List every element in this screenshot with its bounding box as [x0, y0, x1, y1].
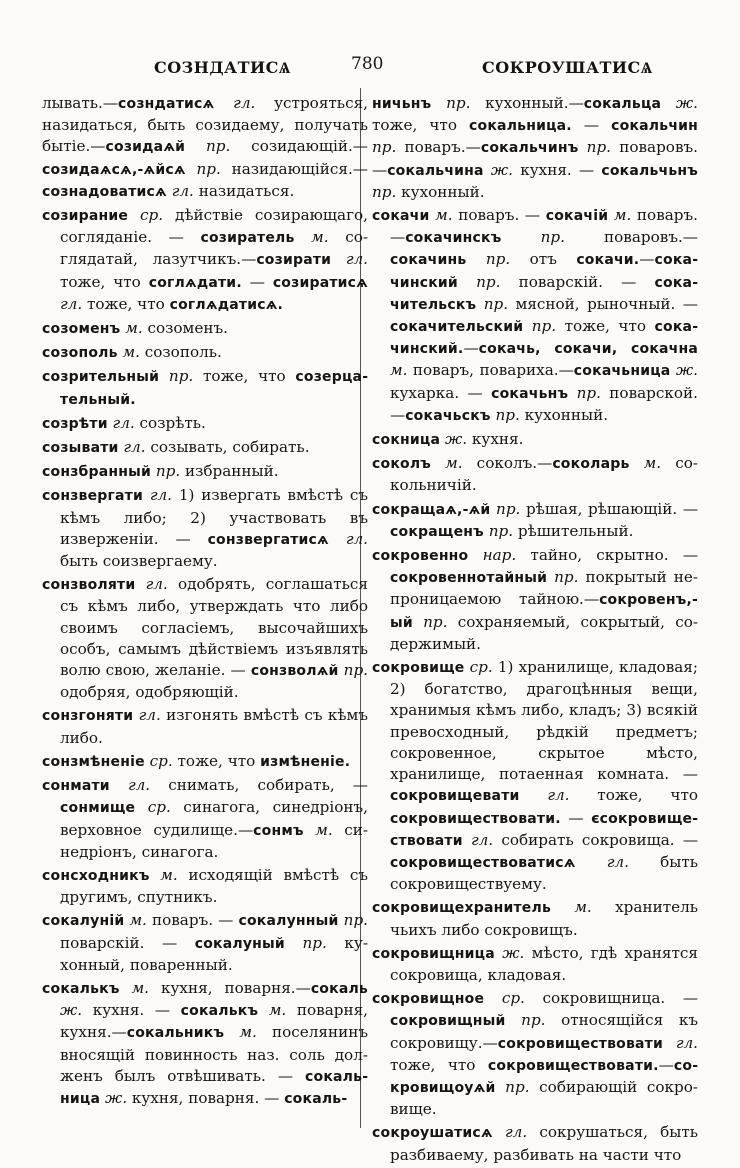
dictionary-entry: сонзмѣненіе ср. тоже, что измѣненіе.: [42, 751, 351, 770]
dictionary-entry: созрѣти гл. созрѣть.: [42, 413, 206, 432]
dictionary-entry: созывати гл. созывать, собирать.: [42, 438, 310, 457]
dictionary-entry: сокровище ср. 1) хранилище, кладовая; 2) богатство, драгоцѣнныя вещи, хранимыя кѣмъ либо, кладъ; 3) всякій превосходный, рѣдкій предметъ; сокровенное, скрытое мѣсто, хранилище, потаенная комната. — сокровищевати гл. тоже, что сокровиществовати. — єсокровиществовати гл. собирать сокровища. — сокровиществоватисѧ гл. быть сокровиществуему.: [372, 658, 699, 894]
dictionary-entry: сонмати гл. снимать, собирать, — сонмище ср. синагога, синедріонъ, верховное судилище.—сонмъ м. синедріонъ, синагога.: [42, 776, 368, 861]
dictionary-entry: сонзбранный пр. избранный.: [42, 462, 279, 481]
dictionary-entry: соколъ м. соколъ.—соколарь м. сокольничій.: [372, 454, 698, 495]
dictionary-entry: сокращаѧ,-ѧй пр. рѣшая, рѣшающій. —сокращенъ пр. рѣшительный.: [372, 499, 699, 540]
dictionary-entry: сокровищница ж. мѣсто, гдѣ хранятся сокровища, кладовая.: [372, 943, 698, 984]
dictionary-entry: созирание ср. дѣйствіе созирающаго, согляданіе. — созиратель м. соглядатай, лазутчикъ.—созирати гл. тоже, что соглѧдати. — созиратисѧ гл. тоже, что соглѧдатисѧ.: [42, 206, 369, 313]
dictionary-entry: сонзгоняти гл. изгонять вмѣстѣ съ кѣмъ либо.: [42, 706, 368, 747]
dictionary-entry: созополь м. созополь.: [42, 343, 222, 362]
right-column: [372, 93, 698, 1168]
dictionary-entry: созрительный пр. тоже, что созерцательный.: [42, 367, 369, 408]
dictionary-entry: ничьнъ пр. кухонный.—сокальца ж. тоже, что сокальница. — сокальчин пр. поваръ.—сокальчинъ пр. поваровъ.—сокальчина ж. кухня. — сокальчьнъ пр. кухонный.: [372, 94, 699, 201]
running-head: [42, 54, 700, 80]
dictionary-entry: сокровищное ср. сокровищница. — сокровищный пр. относящійся къ сокровищу.—сокровиществовати гл. тоже, что сокровиществовати.—сокровищоуѧй пр. собирающій сокровище.: [372, 989, 699, 1119]
dictionary-entry: сокалькъ м. кухня, поварня.—сокаль ж. кухня. — сокалькъ м. поварня, кухня.—сокальникъ м. поселянинъ вносящій повинность наз. соль долженъ былъ отвѣшивать. — сокальница ж. кухня, поварня. — сокаль-: [42, 978, 368, 1107]
header-right-catchword: СОКРОУШАТИСѦ: [482, 58, 653, 77]
header-left-catchword: СОЗНДАТИСѦ: [154, 58, 291, 77]
dictionary-entry: сокровенно нар. тайно, скрытно. — сокровеннотайный пр. покрытый непроницаемою тайною.—сокровенъ,-ый пр. сохраняемый, сокрытый, содержимый.: [372, 546, 699, 653]
dictionary-entry: сокроушатисѧ гл. сокрушаться, быть разбиваему, разбивать на части что: [372, 1123, 698, 1164]
dictionary-entry: сокалуній м. поваръ. — сокалунный пр. поварскій. — сокалуный пр. кухонный, поваренный.: [42, 911, 369, 974]
dictionary-entry: сонзвергати гл. 1) извергать вмѣстѣ съ кѣмъ либо; 2) участвовать въ изверженіи. — сонзвергатисѧ гл. быть соизвергаему.: [42, 486, 368, 571]
left-column: [42, 93, 368, 1112]
dictionary-entry: лывать.—созндатисѧ гл. устрояться, назидаться, быть созидаему, получать бытіе.—созидаѧй пр. созидающій.—созидаѧсѧ,-ѧйсѧ пр. назидающійся.—сознадоватисѧ гл. назидаться.: [42, 94, 368, 200]
dictionary-entry: сонсходникъ м. исходящій вмѣстѣ съ другимъ, спутникъ.: [42, 865, 368, 907]
dictionary-entry: сокачи м. поваръ. — сокачій м. поваръ.—сокачинскъ пр. поваровъ.— сокачинь пр. отъ сокачи.—сокачинский пр. поварскій. — сокачительскъ пр. мясной, рыночный. — сокачительский пр. тоже, что сокачинский.—сокачь, сокачи, сокачна м. поваръ, повариха.—сокачьница ж. кухарка. — сокачьнъ пр. поварской.—сокачьскъ пр. кухонный.: [372, 206, 699, 424]
dictionary-entry: сонзволяти гл. одобрять, соглашаться съ кѣмъ либо, утверждать что либо своимъ согласіемъ, высочайшихъ особъ, самымъ дѣйствіемъ изъявлять волю свою, желаніе. — сонзволѧй пр. одобряя, одобряющій.: [42, 575, 368, 702]
page-number: 780: [351, 54, 384, 74]
dictionary-entry: сокница ж. кухня.: [372, 430, 524, 449]
dictionary-entry: созоменъ м. созоменъ.: [42, 319, 228, 338]
dictionary-entry: сокровищехранитель м. хранитель чьихъ либо сокровищъ.: [372, 898, 698, 939]
